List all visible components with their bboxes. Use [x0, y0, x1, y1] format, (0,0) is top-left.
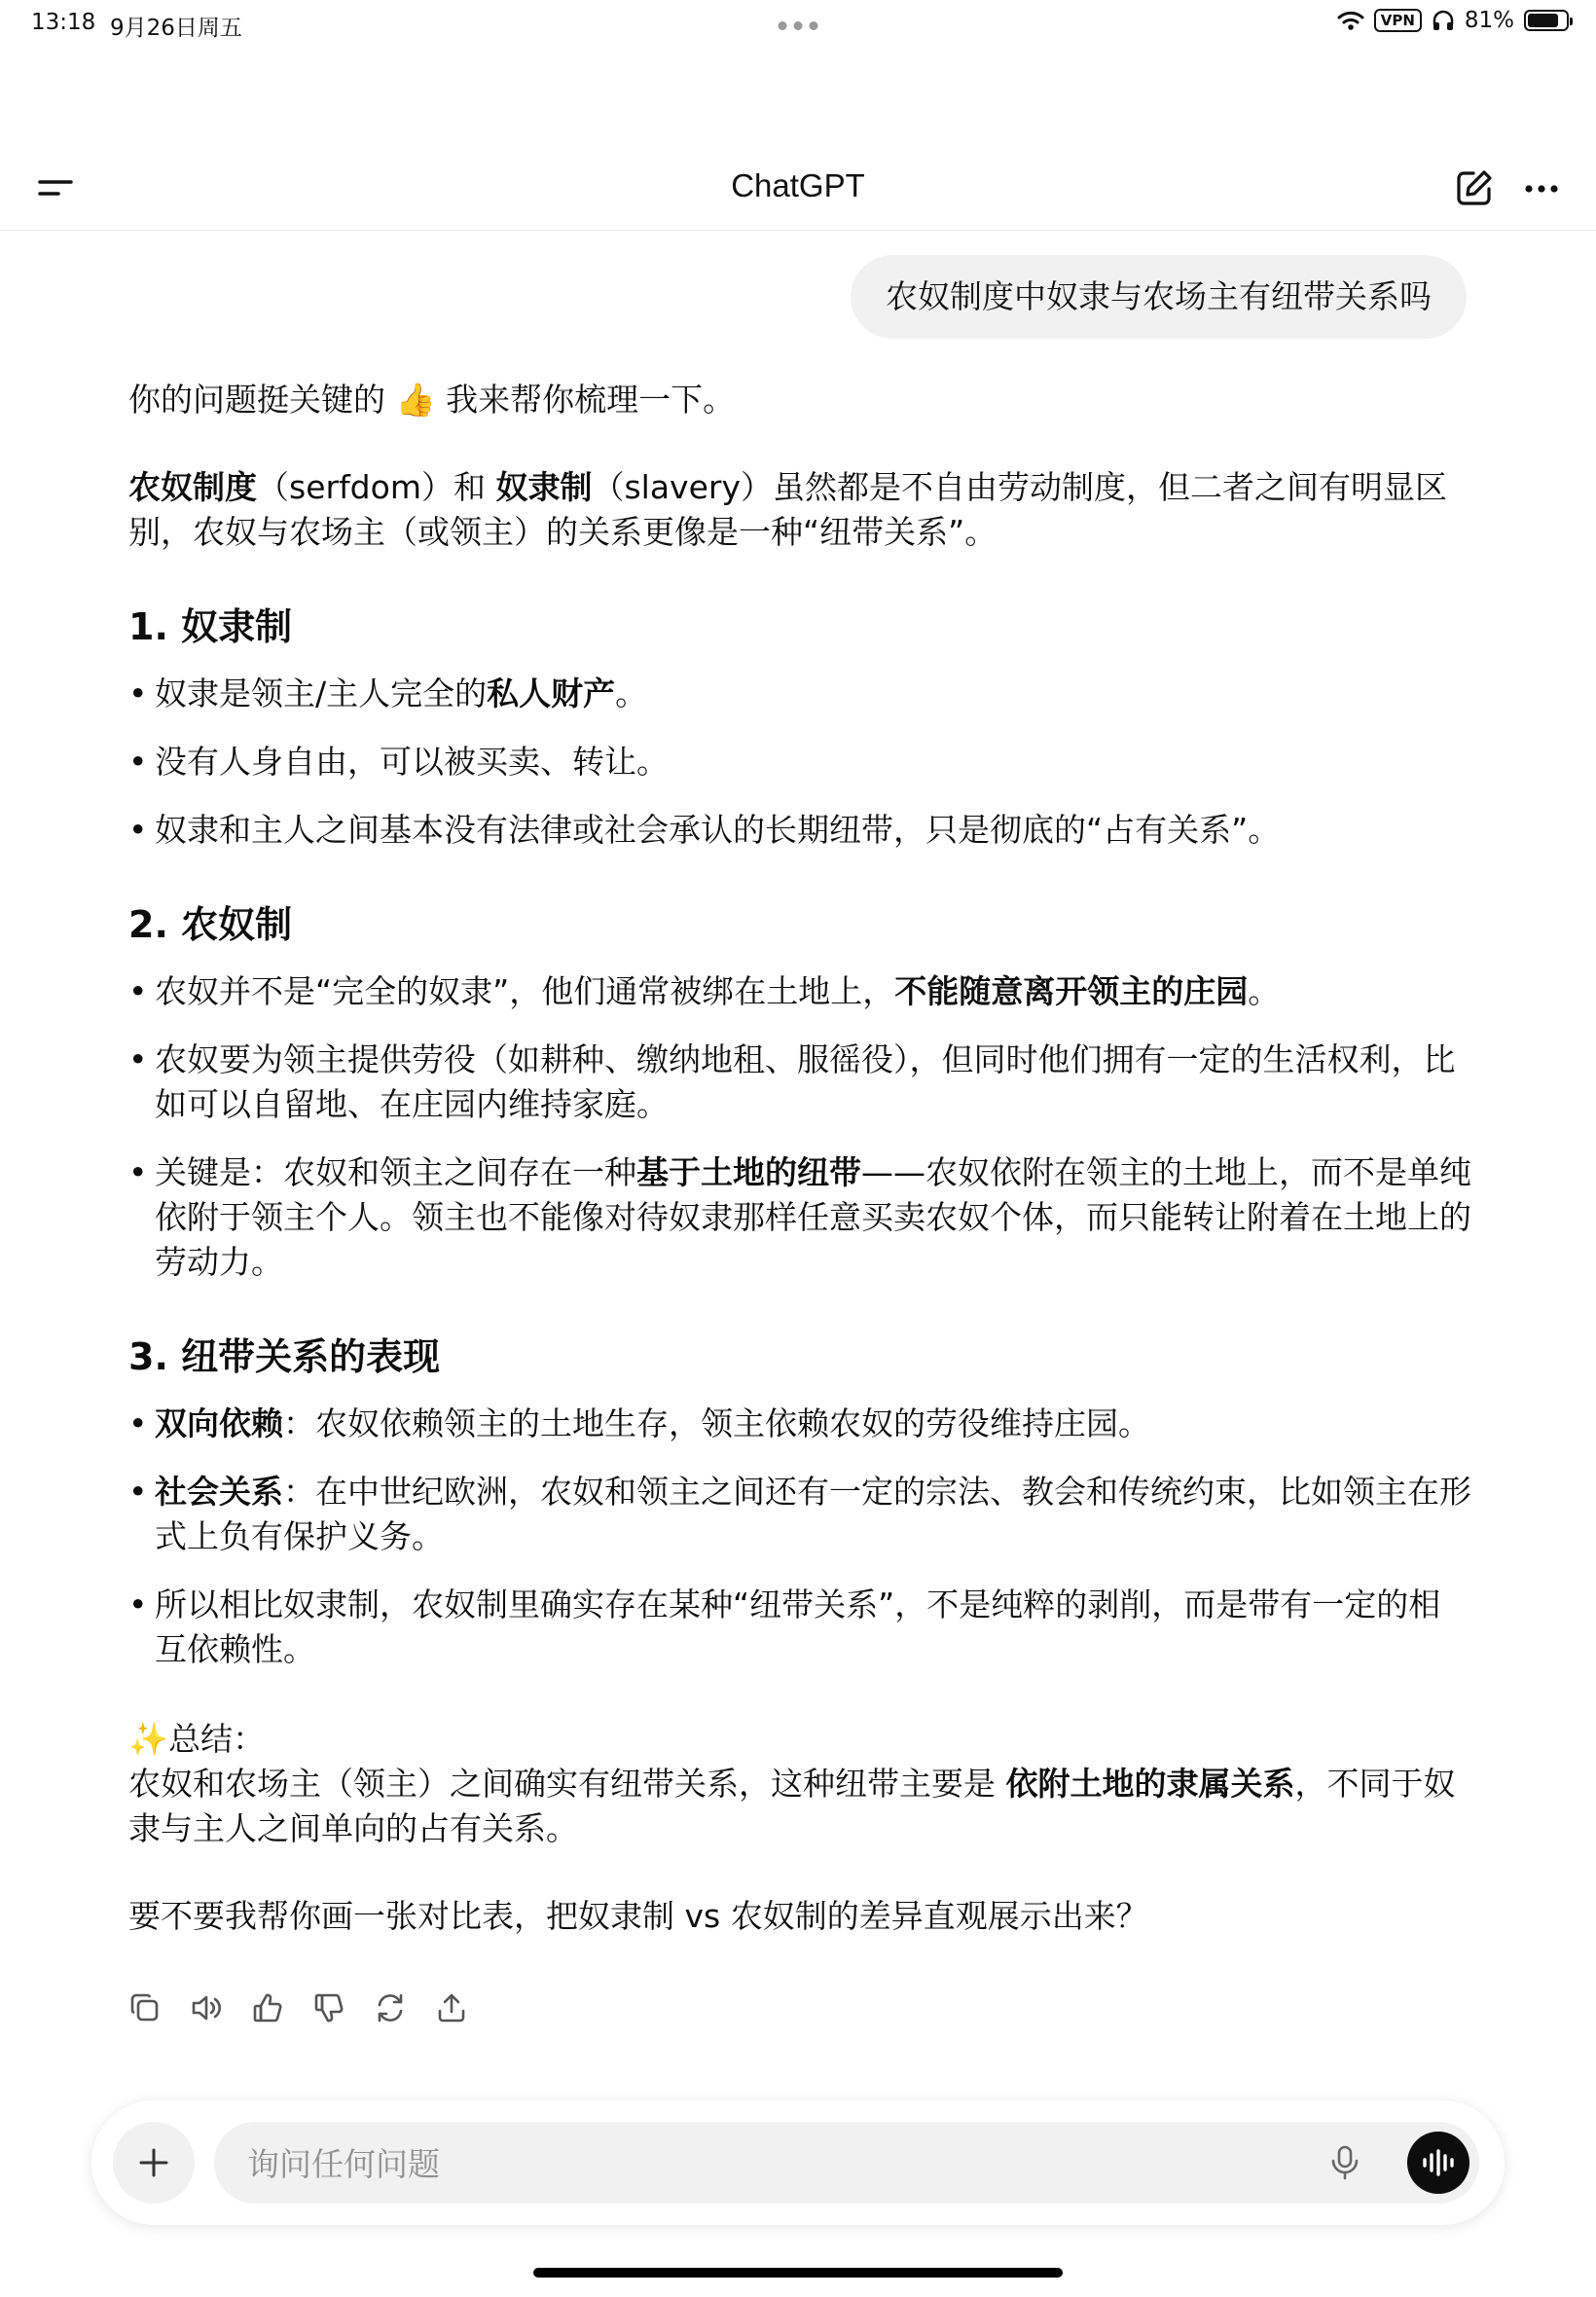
thumbs-down-icon[interactable] [312, 1991, 345, 2024]
voice-mode-button[interactable] [1407, 2132, 1469, 2194]
list-item: • 没有人身自由，可以被买卖、转让。 [128, 740, 1471, 784]
list-item [128, 1402, 1471, 1446]
battery-level [1528, 14, 1558, 27]
message-actions [128, 1991, 468, 2024]
message-input-container [214, 2122, 1479, 2204]
home-indicator[interactable] [533, 2268, 1063, 2278]
definition-paragraph [128, 465, 1471, 555]
list-item: • 所以相比奴隶制，农奴制里确实存在某种“纽带关系”，不是纯粹的剥削，而是带有一定的相互依赖性。 [128, 1583, 1471, 1672]
message-input[interactable] [245, 2122, 1203, 2206]
voice-waveform-icon [1421, 2148, 1456, 2177]
wifi-icon [1337, 10, 1364, 31]
bold-term: 社会关系 [155, 1473, 283, 1511]
text-span: 农奴并不是“完全的奴隶”，他们通常被绑在土地上， [155, 972, 895, 1010]
assistant-message [128, 378, 1471, 1939]
status-time: 13:18 [31, 10, 96, 35]
list-item: • 农奴要为领主提供劳役（如耕种、缴纳地租、服徭役），但同时他们拥有一定的生活权利，比如可以自留地、在庄园内维持家庭。 [128, 1038, 1471, 1127]
list-item [128, 672, 1471, 716]
slavery-list [128, 672, 1471, 853]
app-header [0, 146, 1596, 231]
share-icon[interactable] [435, 1991, 468, 2024]
list-item [128, 1470, 1471, 1559]
section-heading-serfdom: 2. 农奴制 [128, 903, 293, 946]
battery-percent: 81% [1464, 8, 1514, 33]
text-span: （slavery）虽然都是不自由劳动制度，但二者之间有明显区别，农奴与农场主（或领主）的关系更像是一种“纽带关系”。 [128, 468, 1447, 551]
new-chat-icon[interactable] [1454, 167, 1495, 208]
text-span: 奴隶是领主/主人完全的 [155, 675, 488, 712]
status-bar [0, 0, 1596, 47]
intro-text: 你的问题挺关键的 👍 我来帮你梳理一下。 [128, 381, 736, 419]
list-item [128, 1150, 1471, 1285]
composer [91, 2100, 1505, 2225]
text-span: ——农奴依附在领主的土地上，而不是单纯依附于领主个人。领主也不能像对待奴隶那样任意买卖农奴个体，而只能转让附着在土地上的劳动力。 [155, 1153, 1471, 1281]
list-item: • 奴隶和主人之间基本没有法律或社会承认的长期纽带，只是彻底的“占有关系”。 [128, 808, 1471, 853]
text-span: 。 [615, 675, 648, 712]
text-span: ，不同于奴隶与主人之间单向的占有关系。 [128, 1765, 1456, 1847]
bold-term: 不能随意离开领主的庄园 [894, 972, 1249, 1010]
regenerate-icon[interactable] [374, 1991, 407, 2024]
attach-button[interactable] [113, 2122, 195, 2204]
read-aloud-icon[interactable] [190, 1991, 223, 2024]
section-heading-slavery: 1. 奴隶制 [128, 605, 293, 648]
status-date: 9月26日周五 [110, 16, 242, 41]
bond-list [128, 1402, 1471, 1672]
summary-text [128, 1762, 1471, 1851]
page-title: ChatGPT [731, 167, 865, 203]
copy-icon[interactable] [128, 1991, 162, 2024]
text-span: 。 [1248, 972, 1281, 1010]
followup-question: 要不要我帮你画一张对比表，把奴隶制 vs 农奴制的差异直观展示出来？ [128, 1897, 1148, 1935]
plus-icon [136, 2145, 171, 2180]
thumbs-up-icon[interactable] [251, 1991, 284, 2024]
more-options-icon[interactable] [1522, 169, 1561, 208]
text-span: 关键是：农奴和领主之间存在一种 [155, 1153, 636, 1191]
bold-term: 基于土地的纽带 [636, 1153, 861, 1191]
status-indicators [1337, 8, 1569, 33]
text-span: ：农奴依赖领主的土地生存，领主依赖农奴的劳役维持庄园。 [283, 1404, 1150, 1442]
bold-term: 农奴制度 [128, 468, 257, 506]
headphones-icon [1432, 10, 1455, 31]
bold-term: 私人财产 [487, 675, 616, 712]
text-span: ：在中世纪欧洲，农奴和领主之间还有一定的宗法、教会和传统约束，比如领主在形式上负有保护义务。 [155, 1473, 1471, 1555]
serfdom-list [128, 969, 1471, 1285]
user-message-bubble: 农奴制度中奴隶与农场主有纽带关系吗 [851, 255, 1467, 339]
text-span: （serfdom）和 [257, 468, 496, 506]
bold-term: 奴隶制 [495, 468, 593, 506]
battery-icon [1524, 10, 1569, 31]
section-heading-bond: 3. 纽带关系的表现 [128, 1335, 441, 1378]
multitasking-dots-icon[interactable] [779, 21, 818, 30]
bold-term: 依附土地的隶属关系 [1005, 1765, 1295, 1803]
list-item [128, 969, 1471, 1014]
vpn-badge: VPN [1374, 9, 1422, 32]
bold-term: 双向依赖 [155, 1404, 283, 1442]
text-span: 农奴和农场主（领主）之间确实有纽带关系，这种纽带主要是 [128, 1765, 1006, 1803]
microphone-icon[interactable] [1325, 2143, 1364, 2182]
summary-heading: ✨总结： [128, 1720, 266, 1758]
